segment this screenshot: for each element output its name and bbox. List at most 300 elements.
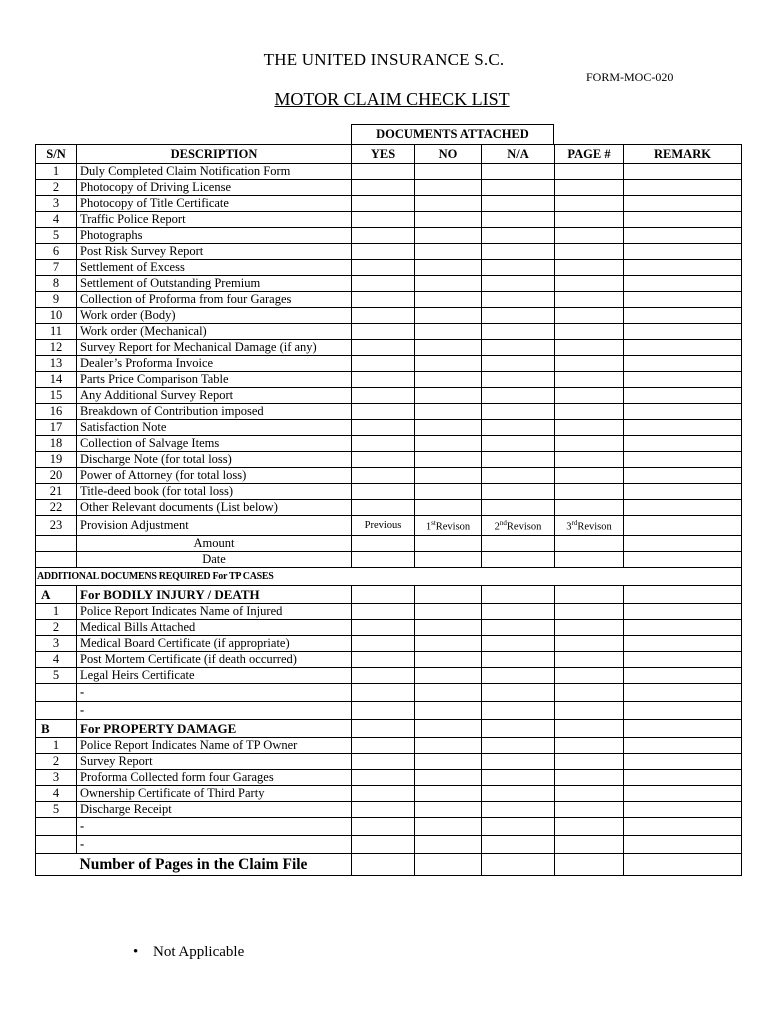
- sn-cell: 11: [36, 324, 77, 340]
- section-letter: A: [36, 585, 77, 603]
- description-cell: Collection of Salvage Items: [77, 436, 352, 452]
- yes-cell[interactable]: [352, 164, 415, 180]
- no-cell[interactable]: [415, 651, 482, 667]
- remark-cell[interactable]: [624, 516, 742, 536]
- remark-cell[interactable]: [624, 500, 742, 516]
- na-cell[interactable]: [482, 276, 555, 292]
- sn-cell: 6: [36, 244, 77, 260]
- yes-cell[interactable]: [352, 753, 415, 769]
- page-cell[interactable]: [555, 785, 624, 801]
- yes-cell[interactable]: [352, 719, 415, 737]
- na-cell[interactable]: [482, 801, 555, 817]
- no-cell[interactable]: [415, 436, 482, 452]
- yes-cell[interactable]: [352, 212, 415, 228]
- remark-cell[interactable]: [624, 753, 742, 769]
- yes-cell[interactable]: [352, 308, 415, 324]
- section-letter: B: [36, 719, 77, 737]
- na-cell[interactable]: [482, 785, 555, 801]
- na-cell[interactable]: [482, 651, 555, 667]
- remark-cell[interactable]: [624, 551, 742, 567]
- page-cell[interactable]: [555, 420, 624, 436]
- table-row: [36, 619, 742, 635]
- no-cell[interactable]: [415, 500, 482, 516]
- table-row: [36, 535, 742, 551]
- yes-cell[interactable]: [352, 260, 415, 276]
- page-cell[interactable]: [555, 324, 624, 340]
- no-cell[interactable]: [415, 196, 482, 212]
- yes-cell[interactable]: [352, 551, 415, 567]
- yes-cell[interactable]: [352, 801, 415, 817]
- remark-cell[interactable]: [624, 817, 742, 835]
- no-cell[interactable]: [415, 619, 482, 635]
- remark-cell[interactable]: [624, 420, 742, 436]
- table-row: [36, 753, 742, 769]
- remark-cell[interactable]: [624, 388, 742, 404]
- remark-cell[interactable]: [624, 585, 742, 603]
- no-cell[interactable]: [415, 372, 482, 388]
- page-cell[interactable]: [555, 404, 624, 420]
- sn-cell: 15: [36, 388, 77, 404]
- page-cell[interactable]: [555, 180, 624, 196]
- yes-cell[interactable]: [352, 180, 415, 196]
- page-cell[interactable]: [555, 603, 624, 619]
- sn-cell: 22: [36, 500, 77, 516]
- sn-cell: 5: [36, 801, 77, 817]
- yes-cell[interactable]: [352, 404, 415, 420]
- no-cell[interactable]: [415, 785, 482, 801]
- na-cell[interactable]: [482, 212, 555, 228]
- page-cell[interactable]: [555, 452, 624, 468]
- no-cell[interactable]: [415, 452, 482, 468]
- no-cell[interactable]: [415, 535, 482, 551]
- yes-cell[interactable]: [352, 619, 415, 635]
- description-cell: Collection of Proforma from four Garages: [77, 292, 352, 308]
- table-row: [36, 785, 742, 801]
- no-cell[interactable]: [415, 635, 482, 651]
- no-cell[interactable]: [415, 292, 482, 308]
- no-cell[interactable]: [415, 753, 482, 769]
- sn-cell: 5: [36, 228, 77, 244]
- na-cell[interactable]: [482, 164, 555, 180]
- na-cell[interactable]: [482, 388, 555, 404]
- remark-cell[interactable]: [624, 484, 742, 500]
- na-cell[interactable]: [482, 180, 555, 196]
- remark-cell[interactable]: [624, 619, 742, 635]
- page-cell[interactable]: [555, 667, 624, 683]
- page-cell[interactable]: [555, 635, 624, 651]
- yes-cell[interactable]: [352, 835, 415, 853]
- na-cell[interactable]: [482, 619, 555, 635]
- remark-cell[interactable]: [624, 769, 742, 785]
- yes-cell[interactable]: [352, 651, 415, 667]
- rev1-label: 1stRevison: [415, 516, 482, 536]
- sn-cell: 9: [36, 292, 77, 308]
- remark-cell[interactable]: [624, 340, 742, 356]
- table-row: [36, 356, 742, 372]
- page-cell[interactable]: [555, 196, 624, 212]
- yes-cell[interactable]: [352, 585, 415, 603]
- page-cell[interactable]: [555, 212, 624, 228]
- no-cell[interactable]: [415, 276, 482, 292]
- na-cell[interactable]: [482, 683, 555, 701]
- description-cell: Ownership Certificate of Third Party: [77, 785, 352, 801]
- sn-cell: 3: [36, 635, 77, 651]
- page-cell[interactable]: [555, 292, 624, 308]
- sn-cell: 17: [36, 420, 77, 436]
- yes-cell[interactable]: [352, 785, 415, 801]
- sn-cell: 13: [36, 356, 77, 372]
- na-cell[interactable]: [482, 436, 555, 452]
- table-row: [36, 436, 742, 452]
- na-cell[interactable]: [482, 372, 555, 388]
- remark-cell[interactable]: [624, 228, 742, 244]
- sn-cell: 23: [36, 516, 77, 536]
- remark-cell[interactable]: [624, 308, 742, 324]
- table-row: [36, 737, 742, 753]
- sn-cell: 10: [36, 308, 77, 324]
- remark-cell[interactable]: [624, 801, 742, 817]
- sn-cell: 3: [36, 196, 77, 212]
- yes-cell[interactable]: [352, 292, 415, 308]
- yes-cell[interactable]: [352, 436, 415, 452]
- table-row: [36, 500, 742, 516]
- page-cell[interactable]: [555, 835, 624, 853]
- footnote-text: Not Applicable: [153, 944, 245, 960]
- col-page: PAGE #: [555, 145, 624, 164]
- table-row: [36, 651, 742, 667]
- table-row: [36, 212, 742, 228]
- na-cell[interactable]: [482, 817, 555, 835]
- remark-cell[interactable]: [624, 276, 742, 292]
- sn-cell: 1: [36, 737, 77, 753]
- na-cell[interactable]: [482, 719, 555, 737]
- na-cell[interactable]: [482, 701, 555, 719]
- col-remark: REMARK: [624, 145, 742, 164]
- remark-cell[interactable]: [624, 180, 742, 196]
- page-cell[interactable]: [555, 769, 624, 785]
- na-cell[interactable]: [482, 292, 555, 308]
- na-cell[interactable]: [482, 420, 555, 436]
- na-cell[interactable]: [482, 853, 555, 875]
- page-cell[interactable]: [555, 719, 624, 737]
- bullet-icon: •: [133, 944, 139, 960]
- na-cell[interactable]: [482, 484, 555, 500]
- page-cell[interactable]: [555, 853, 624, 875]
- description-cell: Medical Board Certificate (if appropriate): [77, 635, 352, 651]
- yes-cell[interactable]: [352, 276, 415, 292]
- remark-cell[interactable]: [624, 404, 742, 420]
- no-cell[interactable]: [415, 585, 482, 603]
- yes-cell[interactable]: [352, 817, 415, 835]
- remark-cell[interactable]: [624, 436, 742, 452]
- remark-cell[interactable]: [624, 244, 742, 260]
- remark-cell[interactable]: [624, 853, 742, 875]
- page-cell[interactable]: [555, 228, 624, 244]
- total-pages-row: [36, 853, 742, 875]
- no-cell[interactable]: [415, 719, 482, 737]
- description-cell: Provision Adjustment: [77, 516, 352, 536]
- checklist-table: [35, 144, 742, 876]
- sn-cell: 7: [36, 260, 77, 276]
- na-cell[interactable]: [482, 228, 555, 244]
- documents-attached-header: DOCUMENTS ATTACHED: [351, 124, 554, 144]
- table-row: [36, 484, 742, 500]
- description-cell: Power of Attorney (for total loss): [77, 468, 352, 484]
- yes-cell[interactable]: [352, 452, 415, 468]
- na-cell[interactable]: [482, 603, 555, 619]
- na-cell[interactable]: [482, 340, 555, 356]
- page-cell[interactable]: [555, 340, 624, 356]
- page-cell[interactable]: [555, 308, 624, 324]
- page-cell[interactable]: [555, 801, 624, 817]
- yes-cell[interactable]: [352, 340, 415, 356]
- yes-cell[interactable]: [352, 635, 415, 651]
- yes-cell[interactable]: [352, 535, 415, 551]
- na-cell[interactable]: [482, 769, 555, 785]
- description-cell: Photocopy of Driving License: [77, 180, 352, 196]
- description-cell: Work order (Mechanical): [77, 324, 352, 340]
- page-cell[interactable]: [555, 651, 624, 667]
- table-row: [36, 835, 742, 853]
- yes-cell[interactable]: [352, 324, 415, 340]
- no-cell[interactable]: [415, 667, 482, 683]
- sn-cell: 21: [36, 484, 77, 500]
- no-cell[interactable]: [415, 228, 482, 244]
- yes-cell[interactable]: [352, 244, 415, 260]
- section-header-row: [36, 585, 742, 603]
- table-row: [36, 603, 742, 619]
- na-cell[interactable]: [482, 260, 555, 276]
- no-cell[interactable]: [415, 356, 482, 372]
- section-title: For PROPERTY DAMAGE: [77, 719, 352, 737]
- remark-cell[interactable]: [624, 260, 742, 276]
- na-cell[interactable]: [482, 585, 555, 603]
- no-cell[interactable]: [415, 420, 482, 436]
- page-cell[interactable]: [555, 356, 624, 372]
- no-cell[interactable]: [415, 484, 482, 500]
- remark-cell[interactable]: [624, 667, 742, 683]
- remark-cell[interactable]: [624, 719, 742, 737]
- yes-cell[interactable]: [352, 683, 415, 701]
- no-cell[interactable]: [415, 180, 482, 196]
- na-cell[interactable]: [482, 753, 555, 769]
- no-cell[interactable]: [415, 701, 482, 719]
- remark-cell[interactable]: [624, 635, 742, 651]
- page-cell[interactable]: [555, 585, 624, 603]
- remark-cell[interactable]: [624, 212, 742, 228]
- description-cell: Discharge Receipt: [77, 801, 352, 817]
- footnote: [133, 944, 244, 961]
- na-cell[interactable]: [482, 196, 555, 212]
- page-cell[interactable]: [555, 164, 624, 180]
- yes-cell[interactable]: [352, 500, 415, 516]
- na-cell[interactable]: [482, 500, 555, 516]
- remark-cell[interactable]: [624, 651, 742, 667]
- description-cell: Survey Report for Mechanical Damage (if any): [77, 340, 352, 356]
- table-row: [36, 635, 742, 651]
- yes-cell[interactable]: [352, 356, 415, 372]
- no-cell[interactable]: [415, 164, 482, 180]
- yes-cell[interactable]: [352, 468, 415, 484]
- remark-cell[interactable]: [624, 535, 742, 551]
- sn-cell: 12: [36, 340, 77, 356]
- additional-docs-header-row: [36, 567, 742, 585]
- remark-cell[interactable]: [624, 196, 742, 212]
- page-cell[interactable]: [555, 753, 624, 769]
- na-cell[interactable]: [482, 404, 555, 420]
- page-cell[interactable]: [555, 737, 624, 753]
- na-cell[interactable]: [482, 551, 555, 567]
- description-cell: Settlement of Excess: [77, 260, 352, 276]
- no-cell[interactable]: [415, 388, 482, 404]
- page-cell[interactable]: [555, 244, 624, 260]
- na-cell[interactable]: [482, 535, 555, 551]
- yes-cell[interactable]: [352, 228, 415, 244]
- no-cell[interactable]: [415, 260, 482, 276]
- table-row: [36, 228, 742, 244]
- yes-cell[interactable]: [352, 667, 415, 683]
- description-cell: Photocopy of Title Certificate: [77, 196, 352, 212]
- sn-cell: [36, 701, 77, 719]
- dash-cell: -: [77, 817, 352, 835]
- page-cell[interactable]: [555, 683, 624, 701]
- na-cell[interactable]: [482, 835, 555, 853]
- table-row: [36, 260, 742, 276]
- sn-cell: [36, 535, 77, 551]
- no-cell[interactable]: [415, 308, 482, 324]
- yes-cell[interactable]: [352, 484, 415, 500]
- previous-label: Previous: [352, 516, 415, 536]
- table-row: [36, 388, 742, 404]
- no-cell[interactable]: [415, 853, 482, 875]
- rev3-label: 3rdRevison: [555, 516, 624, 536]
- sn-cell: [36, 683, 77, 701]
- page-cell[interactable]: [555, 388, 624, 404]
- remark-cell[interactable]: [624, 324, 742, 340]
- description-cell: Work order (Body): [77, 308, 352, 324]
- yes-cell[interactable]: [352, 372, 415, 388]
- no-cell[interactable]: [415, 817, 482, 835]
- na-cell[interactable]: [482, 324, 555, 340]
- no-cell[interactable]: [415, 468, 482, 484]
- page-cell[interactable]: [555, 551, 624, 567]
- remark-cell[interactable]: [624, 164, 742, 180]
- no-cell[interactable]: [415, 835, 482, 853]
- col-yes: YES: [352, 145, 415, 164]
- page-cell[interactable]: [555, 817, 624, 835]
- remark-cell[interactable]: [624, 356, 742, 372]
- table-row: [36, 817, 742, 835]
- page-cell[interactable]: [555, 535, 624, 551]
- na-cell[interactable]: [482, 452, 555, 468]
- na-cell[interactable]: [482, 244, 555, 260]
- yes-cell[interactable]: [352, 701, 415, 719]
- table-row: [36, 404, 742, 420]
- yes-cell[interactable]: [352, 388, 415, 404]
- page-cell[interactable]: [555, 436, 624, 452]
- yes-cell[interactable]: [352, 420, 415, 436]
- yes-cell[interactable]: [352, 603, 415, 619]
- no-cell[interactable]: [415, 244, 482, 260]
- na-cell[interactable]: [482, 308, 555, 324]
- no-cell[interactable]: [415, 769, 482, 785]
- no-cell[interactable]: [415, 801, 482, 817]
- page-cell[interactable]: [555, 468, 624, 484]
- yes-cell[interactable]: [352, 853, 415, 875]
- table-row: [36, 324, 742, 340]
- page-cell[interactable]: [555, 276, 624, 292]
- na-cell[interactable]: [482, 667, 555, 683]
- remark-cell[interactable]: [624, 292, 742, 308]
- remark-cell[interactable]: [624, 737, 742, 753]
- sn-cell: 1: [36, 164, 77, 180]
- page-cell[interactable]: [555, 484, 624, 500]
- page-cell[interactable]: [555, 701, 624, 719]
- description-cell: Dealer’s Proforma Invoice: [77, 356, 352, 372]
- remark-cell[interactable]: [624, 372, 742, 388]
- na-cell[interactable]: [482, 635, 555, 651]
- remark-cell[interactable]: [624, 683, 742, 701]
- sn-cell: 8: [36, 276, 77, 292]
- sn-cell: 20: [36, 468, 77, 484]
- no-cell[interactable]: [415, 324, 482, 340]
- no-cell[interactable]: [415, 340, 482, 356]
- remark-cell[interactable]: [624, 701, 742, 719]
- table-row: [36, 452, 742, 468]
- remark-cell[interactable]: [624, 468, 742, 484]
- sn-cell: [36, 835, 77, 853]
- no-cell[interactable]: [415, 603, 482, 619]
- description-cell: Parts Price Comparison Table: [77, 372, 352, 388]
- yes-cell[interactable]: [352, 196, 415, 212]
- table-row: [36, 701, 742, 719]
- na-cell[interactable]: [482, 468, 555, 484]
- na-cell[interactable]: [482, 356, 555, 372]
- sn-cell: 2: [36, 180, 77, 196]
- no-cell[interactable]: [415, 404, 482, 420]
- description-cell: Proforma Collected form four Garages: [77, 769, 352, 785]
- table-row: [36, 244, 742, 260]
- no-cell[interactable]: [415, 212, 482, 228]
- yes-cell[interactable]: [352, 737, 415, 753]
- remark-cell[interactable]: [624, 452, 742, 468]
- description-cell: Photographs: [77, 228, 352, 244]
- remark-cell[interactable]: [624, 835, 742, 853]
- sn-cell: 5: [36, 667, 77, 683]
- description-cell: Traffic Police Report: [77, 212, 352, 228]
- na-cell[interactable]: [482, 737, 555, 753]
- page-cell[interactable]: [555, 500, 624, 516]
- table-row: [36, 292, 742, 308]
- remark-cell[interactable]: [624, 603, 742, 619]
- table-row: [36, 180, 742, 196]
- dash-cell: -: [77, 835, 352, 853]
- description-cell: Title-deed book (for total loss): [77, 484, 352, 500]
- provision-row: [36, 516, 742, 536]
- no-cell[interactable]: [415, 551, 482, 567]
- table-row: [36, 340, 742, 356]
- no-cell[interactable]: [415, 737, 482, 753]
- remark-cell[interactable]: [624, 785, 742, 801]
- description-cell: Settlement of Outstanding Premium: [77, 276, 352, 292]
- yes-cell[interactable]: [352, 769, 415, 785]
- page-cell[interactable]: [555, 260, 624, 276]
- page-cell[interactable]: [555, 372, 624, 388]
- no-cell[interactable]: [415, 683, 482, 701]
- page-cell[interactable]: [555, 619, 624, 635]
- sn-cell: 16: [36, 404, 77, 420]
- sn-cell: 14: [36, 372, 77, 388]
